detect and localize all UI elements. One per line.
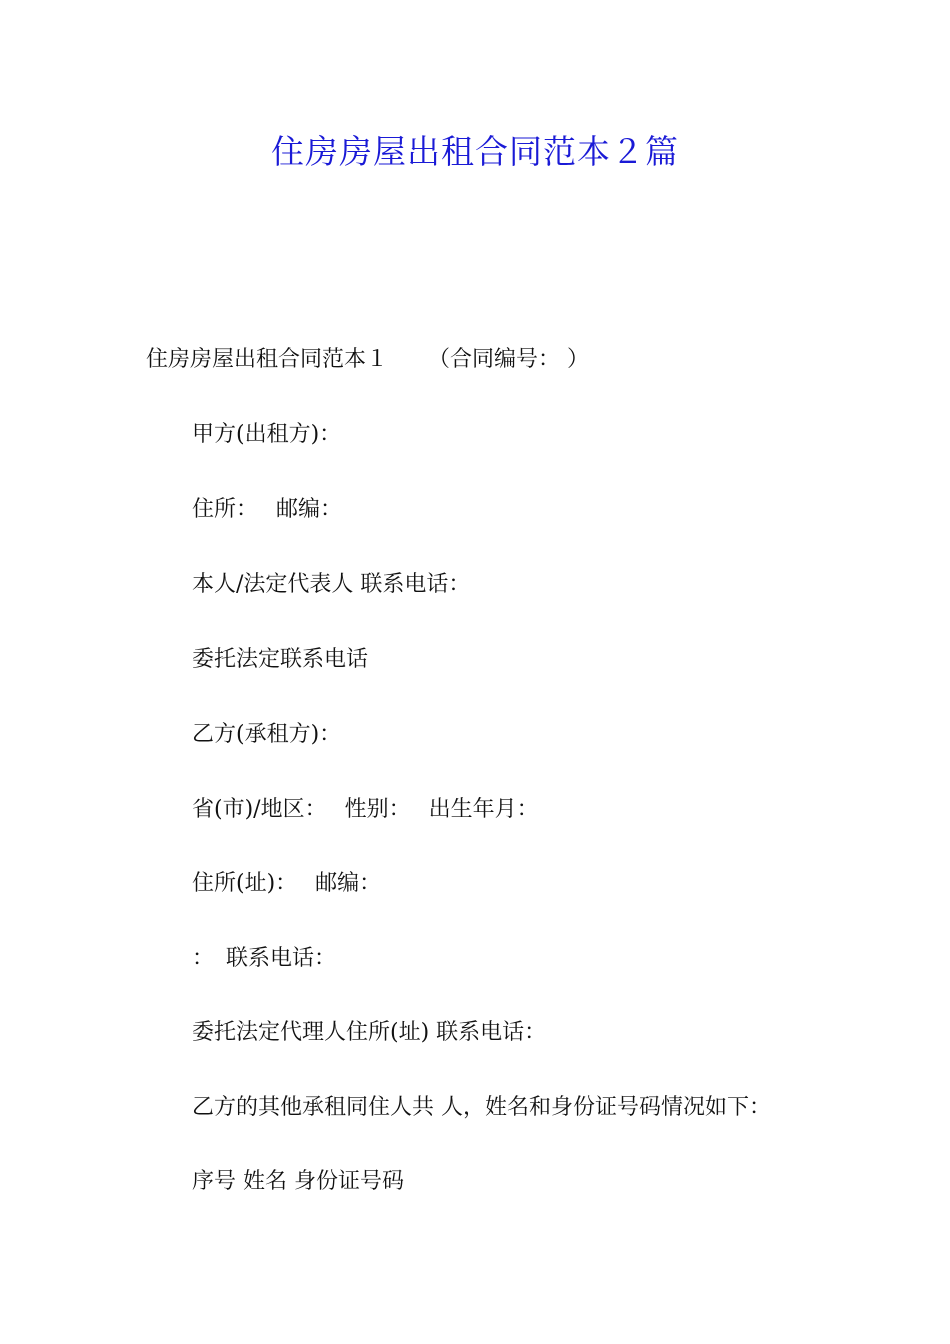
province-label: 省(市)/地区： <box>192 797 327 822</box>
postcode-label: 邮编： <box>276 497 343 522</box>
postcode-label: 邮编： <box>315 871 382 896</box>
birth-date-label: 出生年月： <box>428 797 539 822</box>
co-tenants-table-header: 序号 姓名 身份证号码 <box>192 1169 404 1194</box>
party-b-phone-line <box>192 944 336 974</box>
co-tenants-line: 乙方的其他承租同住人共 人，姓名和身份证号码情况如下： <box>192 1095 771 1120</box>
party-b-address-line <box>192 869 381 899</box>
party-a-heading: 甲方(出租方)： <box>192 422 342 447</box>
entrusted-agent-line: 委托法定代理人住所(址) 联系电话： <box>192 1020 547 1045</box>
legal-representative-line: 本人/法定代表人 联系电话： <box>192 572 471 597</box>
address-label: 住所： <box>192 497 259 522</box>
party-b-info-line <box>192 795 539 825</box>
document-title: 住房房屋出租合同范本２篇 <box>271 132 679 171</box>
address-label: 住所(址)： <box>192 871 298 896</box>
contract-heading-line <box>146 345 589 375</box>
colon-label: ： <box>192 946 215 971</box>
party-a-address-line <box>192 495 342 525</box>
phone-label: 联系电话： <box>226 946 337 971</box>
contract-name: 住房房屋出租合同范本１ <box>146 347 389 372</box>
entrusted-contact-line: 委托法定联系电话 <box>192 647 369 672</box>
gender-label: 性别： <box>344 797 411 822</box>
party-b-heading: 乙方(承租方)： <box>192 722 342 747</box>
contract-number-label: （合同编号： ） <box>428 347 590 372</box>
